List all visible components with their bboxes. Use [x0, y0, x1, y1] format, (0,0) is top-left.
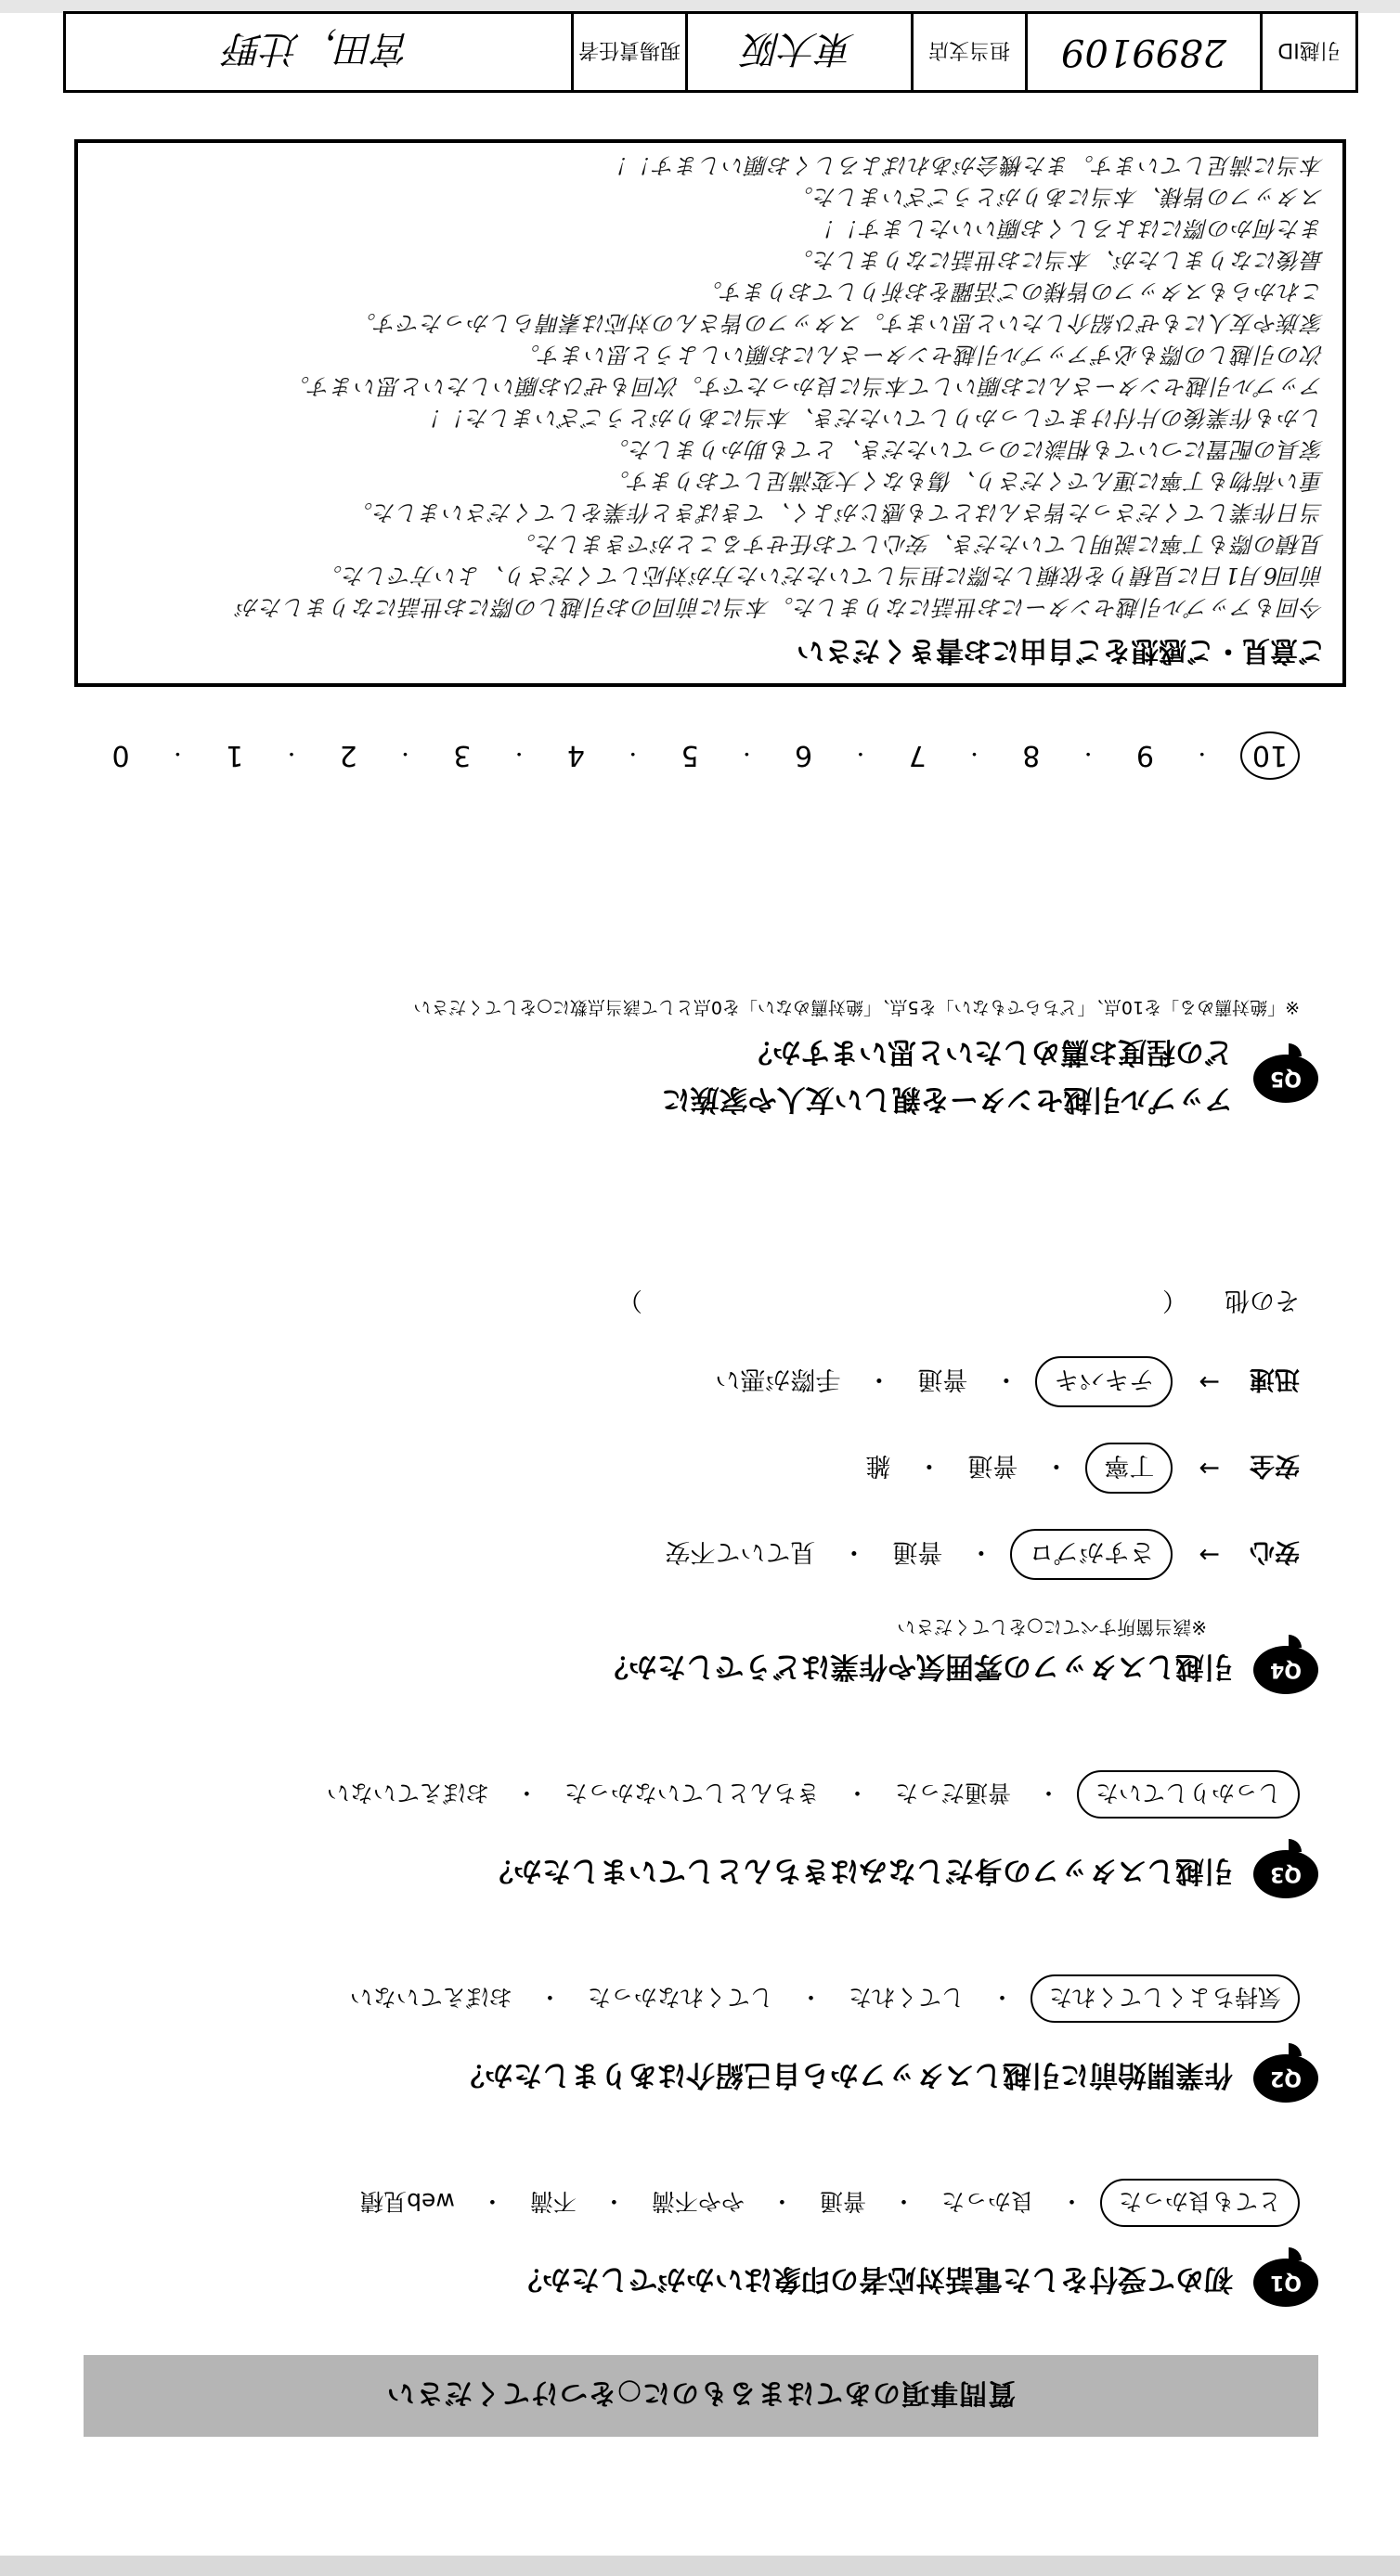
- scale-option[interactable]: 3: [453, 739, 472, 772]
- q4-option[interactable]: 雑: [865, 1451, 891, 1480]
- q5-text-line2: どの程度お薦めしたいと思いますか？: [744, 1035, 1233, 1068]
- q3-option[interactable]: 普通だった: [894, 1780, 1011, 1806]
- q3-text: 引越しスタッフの身だしなみはきちんとしていましたか？: [485, 1854, 1233, 1888]
- q1-option[interactable]: web見積: [360, 2188, 455, 2215]
- q4-row-jinsoku: 迅速 → テキパキ ・ 普通 ・ 手際が悪い: [84, 1356, 1300, 1407]
- question-1: [84, 2179, 1318, 2307]
- rating-scale: 10 ・ 9 ・ 8 ・ 7 ・ 6 ・ 5 ・ 4 ・ 3 ・ 2 ・ 1 ・ 0: [84, 731, 1318, 780]
- q4-option[interactable]: 丁寧: [1085, 1443, 1173, 1494]
- instruction-text: 質問事項のあてはまるものに○をつけてください: [385, 2376, 1017, 2409]
- q2-option[interactable]: してくれた: [848, 1984, 965, 2011]
- q4-option[interactable]: 普通: [967, 1451, 1018, 1480]
- q4-other-open: （: [1162, 1286, 1187, 1314]
- move-id-label: 引越ID: [1260, 14, 1355, 90]
- q1-badge: Q1: [1253, 2259, 1318, 2307]
- comment-line: スタッフの皆様、本当にありがとうございました。: [790, 184, 1324, 210]
- question-4: [84, 1285, 1318, 1694]
- scale-option[interactable]: 2: [339, 739, 357, 772]
- q4-text: 引越しスタッフの雰囲気や作業はどうでしたか？: [600, 1650, 1233, 1684]
- q4-option[interactable]: 普通: [892, 1537, 943, 1566]
- q3-options: しっかりしていた ・ 普通だった ・ きちんとしていなかった ・ おぼえていない: [84, 1770, 1300, 1819]
- move-id-value: 2899109: [1025, 14, 1260, 90]
- q4-other-label: その他: [1225, 1286, 1300, 1314]
- comments-title: ご意見・ご感想をご自由にお書きください: [797, 634, 1326, 667]
- scan-edge-top: [0, 2556, 1400, 2576]
- q2-options: 気持ちよくしてくれた ・ してくれた ・ してくれなかった ・ おぼえていない: [84, 1974, 1300, 2023]
- comment-line: 最後になりましたが、本当にお世話になりました。: [790, 247, 1324, 273]
- q3-badge: Q3: [1253, 1850, 1318, 1898]
- q1-option[interactable]: 普通: [819, 2188, 866, 2215]
- q5-text-line1: アップル引越センターを親しい友人や家族に: [661, 1082, 1233, 1116]
- q2-badge: Q2: [1253, 2054, 1318, 2103]
- comment-line: 次の引越しの際も必ずアップル引越センターさんにお願いしようと思います。: [516, 342, 1324, 368]
- q1-options: とても良かった ・ 良かった ・ 普通 ・ やや不満 ・ 不満 ・ web見積: [84, 2179, 1300, 2227]
- comment-line: 当日作業してくださった皆さんはとても感じがよく、てきぱきと作業をしてくださいました。: [349, 499, 1324, 525]
- comment-line: しかも作業後の片付けまでしっかりしていただき、本当にありがとうございました！！: [419, 405, 1324, 431]
- comment-line: また何かの際にはよろしくお願いいたします！！: [813, 215, 1324, 241]
- q1-option[interactable]: 不満: [529, 2188, 577, 2215]
- question-3: [84, 1770, 1318, 1898]
- comment-line: 前回6月1日に見積りを依頼した際に担当していただいた方が対応してくださり、よい方でした。: [318, 563, 1324, 589]
- comments-box[interactable]: [74, 139, 1346, 687]
- leader-value: 宮田，辻野: [226, 27, 411, 71]
- comment-line: 重い荷物も丁寧に運んでくださり、傷もなく大変満足しております。: [605, 468, 1324, 494]
- q4-option[interactable]: テキパキ: [1035, 1356, 1173, 1407]
- q4-note: ※該当箇所すべてに○をしてください: [897, 1616, 1207, 1638]
- scale-option[interactable]: 4: [566, 739, 585, 772]
- q2-option[interactable]: してくれなかった: [587, 1984, 773, 2011]
- q2-option[interactable]: 気持ちよくしてくれた: [1031, 1974, 1300, 2023]
- q2-option[interactable]: おぼえていない: [349, 1984, 512, 2011]
- q3-option[interactable]: おぼえていない: [326, 1780, 489, 1806]
- q4-row-anshin: 安心 → さすがプロ ・ 普通 ・ 見ていて不安: [84, 1529, 1300, 1580]
- comment-line: これからもスタッフの皆様のご活躍をお祈りしております。: [698, 278, 1324, 304]
- q3-option[interactable]: きちんとしていなかった: [564, 1780, 820, 1806]
- q5-badge: Q5: [1253, 1055, 1318, 1103]
- comment-line: 今回もアップル引越センターにお世話になりました。本当に前回のお引越しの際にお世話になりましたが: [236, 594, 1324, 620]
- scale-option[interactable]: 6: [795, 739, 813, 772]
- q4-row-label: 安心: [1250, 1537, 1300, 1566]
- q4-row-label: 迅速: [1250, 1365, 1300, 1393]
- comment-line: アップル引越センターさんにお願いして本当に良かったです。次回もぜひお願いしたいと思います。: [286, 373, 1324, 399]
- q4-option[interactable]: 見ていて不安: [665, 1537, 816, 1566]
- comment-line: 家具の配置についても相談にのっていただき、とても助かりました。: [605, 436, 1324, 462]
- q4-option[interactable]: 手際が悪い: [715, 1365, 841, 1393]
- branch-label: 担当支店: [911, 14, 1025, 90]
- q4-row-anzen: 安全 → 丁寧 ・ 普通 ・ 雑: [84, 1443, 1300, 1494]
- q4-badge: Q4: [1253, 1646, 1318, 1694]
- question-2: [84, 1974, 1318, 2103]
- scale-option[interactable]: 8: [1022, 739, 1041, 772]
- q1-option[interactable]: とても良かった: [1100, 2179, 1300, 2227]
- q4-row-other: [84, 1285, 1300, 1321]
- q1-option[interactable]: 良かった: [940, 2188, 1034, 2215]
- q2-text: 作業開始前に引越しスタッフから自己紹介はありましたか？: [456, 2058, 1233, 2092]
- instruction-banner: [84, 2355, 1318, 2437]
- leader-label: 現場責任者: [571, 14, 685, 90]
- scale-option[interactable]: 5: [681, 739, 699, 772]
- footer-table: [63, 11, 1358, 93]
- q3-option[interactable]: しっかりしていた: [1077, 1770, 1300, 1819]
- q1-option[interactable]: やや不満: [651, 2188, 745, 2215]
- q1-text: 初めて受付をした電話対応者の印象はいかがでしたか？: [513, 2262, 1233, 2297]
- branch-value: 東大阪: [685, 14, 911, 90]
- scale-option[interactable]: 7: [908, 739, 927, 772]
- scale-option[interactable]: 1: [226, 739, 244, 772]
- comment-line: 本当に満足しています。また機会があればよろしくお願いします！！: [605, 152, 1324, 178]
- scale-option[interactable]: 0: [111, 739, 130, 772]
- q4-row-label: 安全: [1250, 1451, 1300, 1480]
- q4-option[interactable]: さすがプロ: [1010, 1529, 1173, 1580]
- q4-option[interactable]: 普通: [917, 1365, 968, 1393]
- q4-other-close: ）: [617, 1286, 642, 1314]
- question-5: [84, 996, 1318, 1123]
- arrow-icon: →: [1199, 1540, 1220, 1569]
- scale-option[interactable]: 9: [1135, 739, 1154, 772]
- scale-option[interactable]: 10: [1240, 731, 1300, 780]
- comment-line: 家族や友人にもぜひ紹介したいと思います。スタッフの皆さんの対応は素晴らしかったです。: [352, 310, 1324, 336]
- comment-line: 見積の際も丁寧に説明していただき、安心してお任せすることができました。: [512, 531, 1324, 557]
- arrow-icon: →: [1199, 1367, 1220, 1396]
- arrow-icon: →: [1199, 1454, 1220, 1482]
- q5-note: ※「絶対薦める」を10点、「どちらでもない」を5点、「絶対薦めない」を0点として該当点数に○をしてください: [413, 997, 1300, 1017]
